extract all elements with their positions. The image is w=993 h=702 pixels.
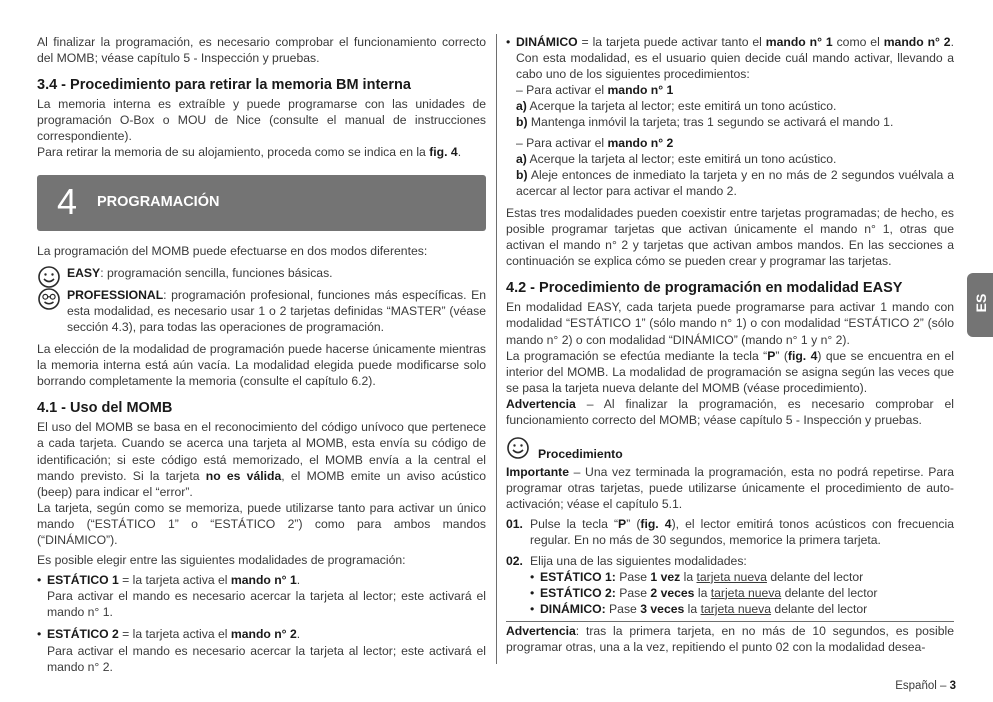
professional-mode-item: PROFESSIONAL: programación profesional, funciones más específicas. En esta modalidad, es necesario usar 1 o 2 tarjetas definidas “MASTER” (véase sección 4.3), para todas las operaciones de programación. bbox=[37, 287, 486, 335]
warning-paragraph-2: Advertencia: tras la primera tarjeta, en no más de 10 segundos, es posible programar otras, una a la vez, repitiendo el punto 02 con la modalidad desea- bbox=[506, 623, 954, 654]
chapter-title: PROGRAMACIÓN bbox=[97, 193, 220, 210]
option-static-2: • ESTÁTICO 2: Pase 2 veces la tarjeta nueva delante del lector bbox=[530, 585, 954, 601]
dynamic-item: • DINÁMICO = la tarjeta puede activar tanto el mando n° 1 como el mando n° 2. Con esta modalidad, es el usuario quien decide cuál mando activar, llevando a cabo uno de los siguientes procedimientos: bbox=[506, 34, 954, 82]
section-4-1-paragraph-3: Es posible elegir entre las siguientes modalidades de programación: bbox=[37, 553, 406, 568]
column-divider bbox=[496, 34, 497, 664]
step-01: 01. Pulse la tecla “P” (fig. 4), el lector emitirá tonos acústicos con frecuencia regular. En no más de 30 segundos, memorice la primera tarjeta. bbox=[506, 517, 954, 548]
option-static-1: • ESTÁTICO 1: Pase 1 vez la tarjeta nueva delante del lector bbox=[530, 569, 954, 585]
intro-paragraph: Al finalizar la programación, es necesario comprobar el funcionamiento correcto del MOMB; véase capítulo 5 - Inspección y pruebas. bbox=[37, 35, 486, 66]
dynamic-procedures bbox=[506, 82, 954, 199]
step-02-options bbox=[506, 569, 954, 617]
language-tab bbox=[967, 273, 993, 337]
section-4-1-heading: 4.1 - Uso del MOMB bbox=[37, 400, 173, 417]
coexist-paragraph: Estas tres modalidades pueden coexistir entre tarjetas programadas; de hecho, es posible programar tarjetas que activan únicamente el mando n° 1, otras que activan el mando n° 2 y tarjetas que activan ambos mandos. En las secciones a continuación se explica cómo se pueden crear y programar las tarjetas. bbox=[506, 205, 954, 269]
step-02: 02. Elija una de las siguientes modalidades: bbox=[506, 553, 747, 568]
page-footer: Español – 3 bbox=[895, 680, 956, 692]
section-3-4-paragraph-2: Para retirar la memoria de su alojamiento, proceda como se indica en la fig. 4. bbox=[37, 145, 462, 160]
left-column bbox=[37, 34, 486, 681]
warning-block-2 bbox=[506, 621, 954, 655]
procedure-heading bbox=[506, 438, 954, 464]
section-3-4-heading: 3.4 - Procedimiento para retirar la memoria BM interna bbox=[37, 77, 411, 94]
page-number: 3 bbox=[949, 680, 956, 692]
command-2-step-a: a) Acerque la tarjeta al lector; este emitirá un tono acústico. bbox=[516, 151, 837, 166]
section-4-1-paragraph-1: El uso del MOMB se basa en el reconocimiento del código unívoco que pertenece a cada tarjeta. Cuando se acerca una tarjeta al MOMB, esta envía su código de identificación; si este código está memorizado, el MOMB envía a la central el mando previsto. Si la tarjeta no es válida, el MOMB emite un aviso acústico (beep) para indicar el “error”. bbox=[37, 420, 486, 499]
static-1-item: • ESTÁTICO 1 = la tarjeta activa el mando n° 1. bbox=[37, 572, 486, 588]
static-2-description: Para activar el mando es necesario acercar la tarjeta al lector; este activará el mando n° 2. bbox=[47, 643, 486, 674]
section-4-1-paragraph-2: La tarjeta, según como se memoriza, puede utilizarse tanto para activar un único mando (“ESTÁTICO 1” o “ESTÁTICO 2”) como para ambos mandos (“DINÁMICO”). bbox=[37, 500, 486, 547]
command-1-step-b: b) Mantenga inmóvil la tarjeta; tras 1 segundo se activará el mando 1. bbox=[516, 115, 894, 130]
easy-mode-item: EASY: programación sencilla, funciones básicas. bbox=[37, 265, 486, 281]
chapter-number: 4 bbox=[57, 180, 78, 222]
mode-choice-paragraph: La elección de la modalidad de programación puede hacerse únicamente mientras la memoria interna está aún vacía. La modalidad elegida puede modificarse solo borrando completamente la memoria (consulte el capítulo 6.2). bbox=[37, 342, 486, 389]
command-1-step-a: a) Acerque la tarjeta al lector; este emitirá un tono acústico. bbox=[516, 99, 837, 114]
command-1-heading: – Para activar el mando n° 1 bbox=[516, 83, 674, 98]
right-column bbox=[506, 34, 954, 655]
easy-label: EASY bbox=[67, 265, 101, 280]
language-tab-label: ES bbox=[973, 293, 989, 313]
static-2-item: • ESTÁTICO 2 = la tarjeta activa el mando n° 2. bbox=[37, 626, 486, 642]
warning-paragraph-1: Advertencia – Al finalizar la programación, es necesario comprobar el funcionamiento correcto del MOMB; véase capítulo 5 - Inspección y pruebas. bbox=[506, 396, 954, 427]
section-3-4-paragraph-1: La memoria interna es extraíble y puede programarse con las unidades de programación O-Box o MOU de Nice (consulte el manual de instrucciones correspondiente). bbox=[37, 97, 486, 144]
modes-intro: La programación del MOMB puede efectuarse en dos modos diferentes: bbox=[37, 243, 428, 258]
section-4-2-paragraph-1: En modalidad EASY, cada tarjeta puede programarse para activar 1 mando con modalidad “ESTÁTICO 1” (sólo mando n° 1) o con modalidad “ESTÁTICO 2” (sólo mando n° 2) o con modalidad “DINÁMICO” (mando n° 1 y n° 2). bbox=[506, 300, 954, 347]
procedure-label: Procedimiento bbox=[538, 447, 623, 462]
smiley-glasses-icon bbox=[37, 287, 61, 311]
section-4-2-heading: 4.2 - Procedimiento de programación en modalidad EASY bbox=[506, 280, 903, 297]
professional-label: PROFESSIONAL bbox=[67, 287, 164, 302]
option-dynamic: • DINÁMICO: Pase 3 veces la tarjeta nueva delante del lector bbox=[530, 601, 954, 617]
important-paragraph: Importante – Una vez terminada la programación, esta no podrá repetirse. Para programar otras tarjetas, puede utilizarse únicamente el procedimiento de auto-activación; véase el capítulo 5.1. bbox=[506, 465, 954, 512]
command-2-heading: – Para activar el mando n° 2 bbox=[516, 135, 674, 150]
section-4-2-paragraph-2: La programación se efectúa mediante la tecla “P” (fig. 4) que se encuentra en el interior del MOMB. La modalidad de programación se asigna según las veces que se pasa la tarjeta nueva delante del MOMB (véase procedimiento). bbox=[506, 348, 954, 395]
command-2-step-b: b) Aleje entonces de inmediato la tarjeta y en no más de 2 segundos vuélvala a acercar al lector para activar el mando 2. bbox=[516, 167, 954, 198]
static-1-description: Para activar el mando es necesario acercar la tarjeta al lector; este activará el mando n° 1. bbox=[47, 589, 486, 620]
smiley-icon bbox=[37, 265, 61, 289]
chapter-banner bbox=[37, 175, 486, 231]
smiley-icon bbox=[506, 436, 530, 460]
